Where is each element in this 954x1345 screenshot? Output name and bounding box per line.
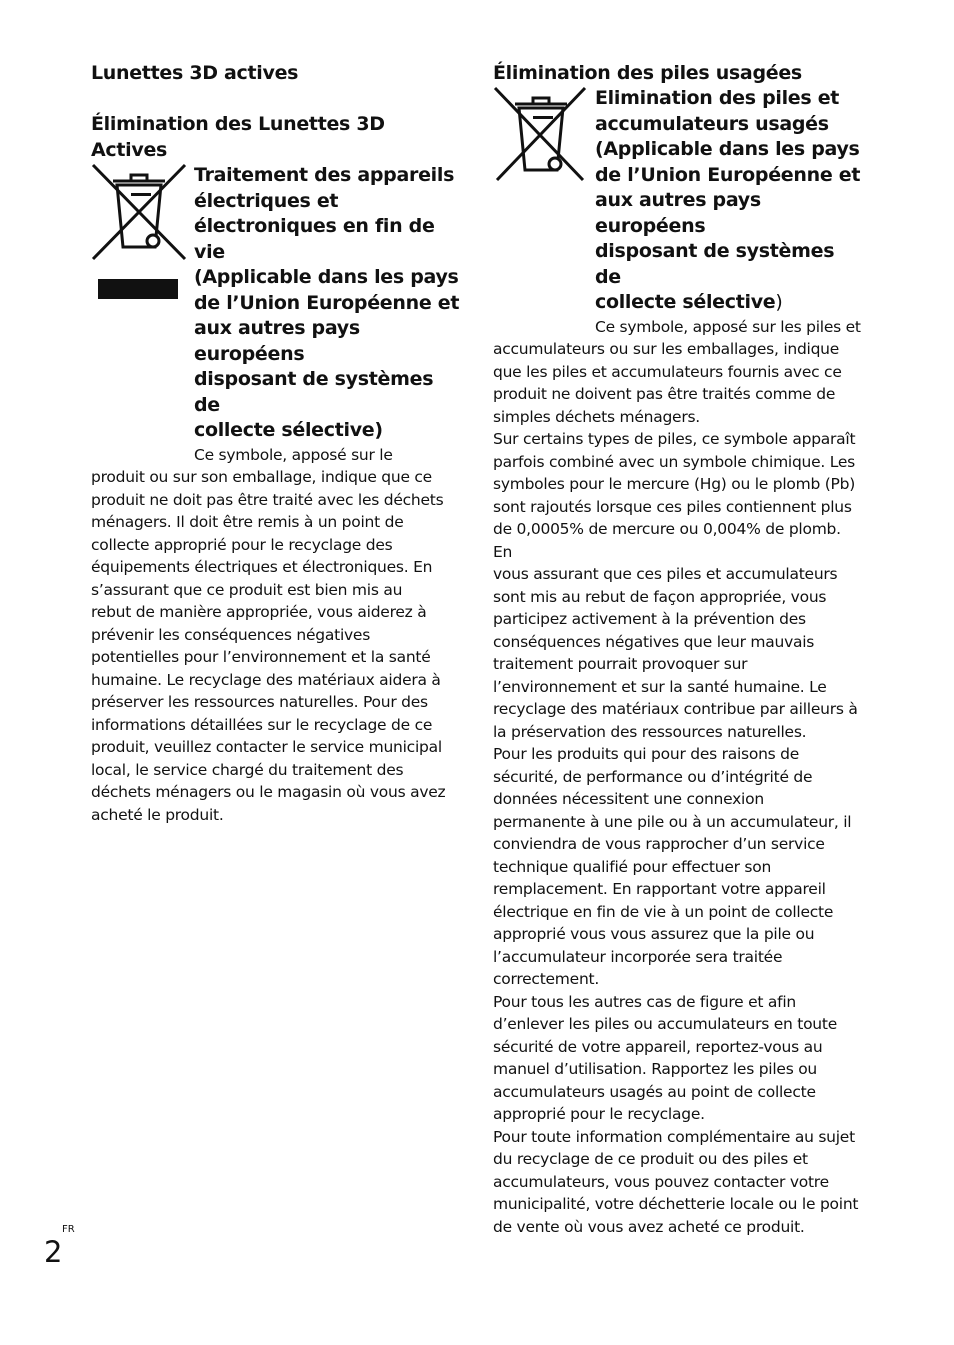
body-line: prévenir les conséquences négatives [91,625,371,644]
body-line: ménagers. Il doit être remis à un point de [91,513,404,531]
body-line: symboles pour le mercure (Hg) ou le plomb (Pb) [493,475,856,493]
body-line: informations détaillées sur le recyclage de ce [91,715,433,734]
body-line: équipements électriques et électroniques. En [91,558,433,576]
section-title-batteries: Élimination des piles usagées [493,62,802,84]
battery-heading-suffix: ) [775,291,783,313]
battery-heading-line: de l’Union Européenne et [595,163,861,186]
body-line: acheté le produit. [91,805,224,824]
body-line: produit ne doit pas être traité avec les déchets [91,490,444,509]
body-line: sont rajoutés lorsque ces piles contiennent plus [493,497,852,516]
body-line: conviendra de vous rapprocher d’un service [493,835,825,853]
body-line: déchets ménagers ou le magasin où vous avez [91,783,446,801]
body-line: préserver les ressources naturelles. Pour des [91,693,428,711]
body-line: produit, veuillez contacter le service municipal [91,738,442,756]
body-line: sont mis au rebut de façon appropriée, vous [493,587,827,606]
left-column [91,60,463,826]
body-line: accumulateurs usagés au point de collecte [493,1082,816,1101]
body-line: recyclage des matériaux contribue par ailleurs à [493,700,858,718]
battery-body [493,338,863,1238]
crossed-bin-icon [493,86,589,186]
body-line: local, le service chargé du traitement des [91,760,404,779]
body-line: rebut de manière appropriée, vous aiderez à [91,603,427,621]
battery-heading-bold: collecte sélective [595,291,776,313]
subsection-title-disposal-3d: Élimination des Lunettes 3D Actives [91,113,385,161]
body-line: approprié vous vous assurez que la pile ou [493,925,815,943]
battery-block [493,86,863,338]
body-line: conséquences négatives que leur mauvais [493,632,815,651]
body-line: l’accumulateur incorporée sera traitée [493,947,783,966]
battery-heading-line: disposant de systèmes de [595,240,835,288]
body-line: manuel d’utilisation. Rapportez les piles ou [493,1060,817,1078]
battery-heading-line: aux autres pays européens [595,189,761,237]
body-line: du recyclage de ce produit ou des piles et [493,1150,808,1168]
weee-block [91,163,463,466]
body-line: participez activement à la prévention des [493,610,806,628]
body-line: traitement pourrait provoquer sur [493,655,748,673]
body-line: d’enlever les piles ou accumulateurs en toute [493,1015,837,1033]
body-line: électrique en fin de vie à un point de collecte [493,902,834,921]
battery-heading-line: accumulateurs usagés [595,112,829,135]
body-line: Pour les produits qui pour des raisons de [493,745,800,763]
weee-heading-line: de l’Union Européenne et [194,291,460,314]
battery-heading-line-last [595,290,863,316]
body-line: s’assurant que ce produit est bien mis au [91,580,403,599]
body-line: parfois combiné avec un symbole chimique. Les [493,452,855,471]
weee-heading-line: collecte sélective) [194,419,383,441]
body-line: Sur certains types de piles, ce symbole apparaît [493,430,856,448]
body-line: technique qualifié pour effectuer son [493,857,772,876]
battery-body-first-line: Ce symbole, apposé sur les piles et [595,317,861,336]
section-title-3d-glasses: Lunettes 3D actives [91,62,299,84]
body-line: simples déchets ménagers. [493,407,700,426]
body-line: permanente à une pile ou à un accumulateur, il [493,812,852,831]
body-line: produit ne doivent pas être traités comme de [493,385,836,403]
battery-heading-line: (Applicable dans les pays [595,138,860,160]
body-line: sécurité, de performance ou d’intégrité de [493,767,813,786]
body-line: sécurité de votre appareil, reportez-vous au [493,1037,823,1056]
weee-body-first-line: Ce symbole, apposé sur le [194,445,393,464]
body-line: que les piles et accumulateurs fournis avec ce [493,362,842,381]
crossed-bin-with-bar-icon [91,163,187,303]
body-line: la préservation des ressources naturelles. [493,722,807,741]
body-line: humaine. Le recyclage des matériaux aidera à [91,670,441,689]
weee-heading-line: électroniques en fin de vie [194,215,435,263]
page-number: 2 [44,1235,63,1269]
body-line: collecte approprié pour le recyclage des [91,535,393,554]
body-line: accumulateurs, vous pouvez contacter votre [493,1172,829,1191]
weee-heading-line: électriques et [194,189,339,212]
body-line: vous assurant que ces piles et accumulateurs [493,565,838,583]
body-line: l’environnement et sur la santé humaine. Le [493,677,827,696]
weee-body [91,466,463,826]
weee-heading-line: disposant de systèmes de [194,368,434,416]
weee-heading-line: aux autres pays européens [194,317,360,365]
body-line: Pour toute information complémentaire au sujet [493,1127,855,1146]
body-line: accumulateurs ou sur les emballages, indique [493,340,840,358]
body-line: données nécessitent une connexion [493,790,764,808]
battery-heading-line: Elimination des piles et [595,87,840,109]
weee-heading-line: Traitement des appareils [194,164,455,186]
body-line: de 0,0005% de mercure ou 0,004% de plomb. En [493,520,841,561]
body-line: municipalité, votre déchetterie locale ou le point [493,1195,859,1213]
body-line: Pour tous les autres cas de figure et afin [493,992,796,1011]
right-column [493,60,863,1238]
language-code: FR [62,1224,75,1235]
body-line: correctement. [493,970,600,988]
weee-heading-line: (Applicable dans les pays [194,266,459,288]
body-line: de vente où vous avez acheté ce produit. [493,1217,805,1236]
body-line: approprié pour le recyclage. [493,1105,705,1123]
body-line: potentielles pour l’environnement et la santé [91,648,431,666]
body-line: remplacement. En rapportant votre appareil [493,880,826,898]
body-line: produit ou sur son emballage, indique que ce [91,468,432,486]
